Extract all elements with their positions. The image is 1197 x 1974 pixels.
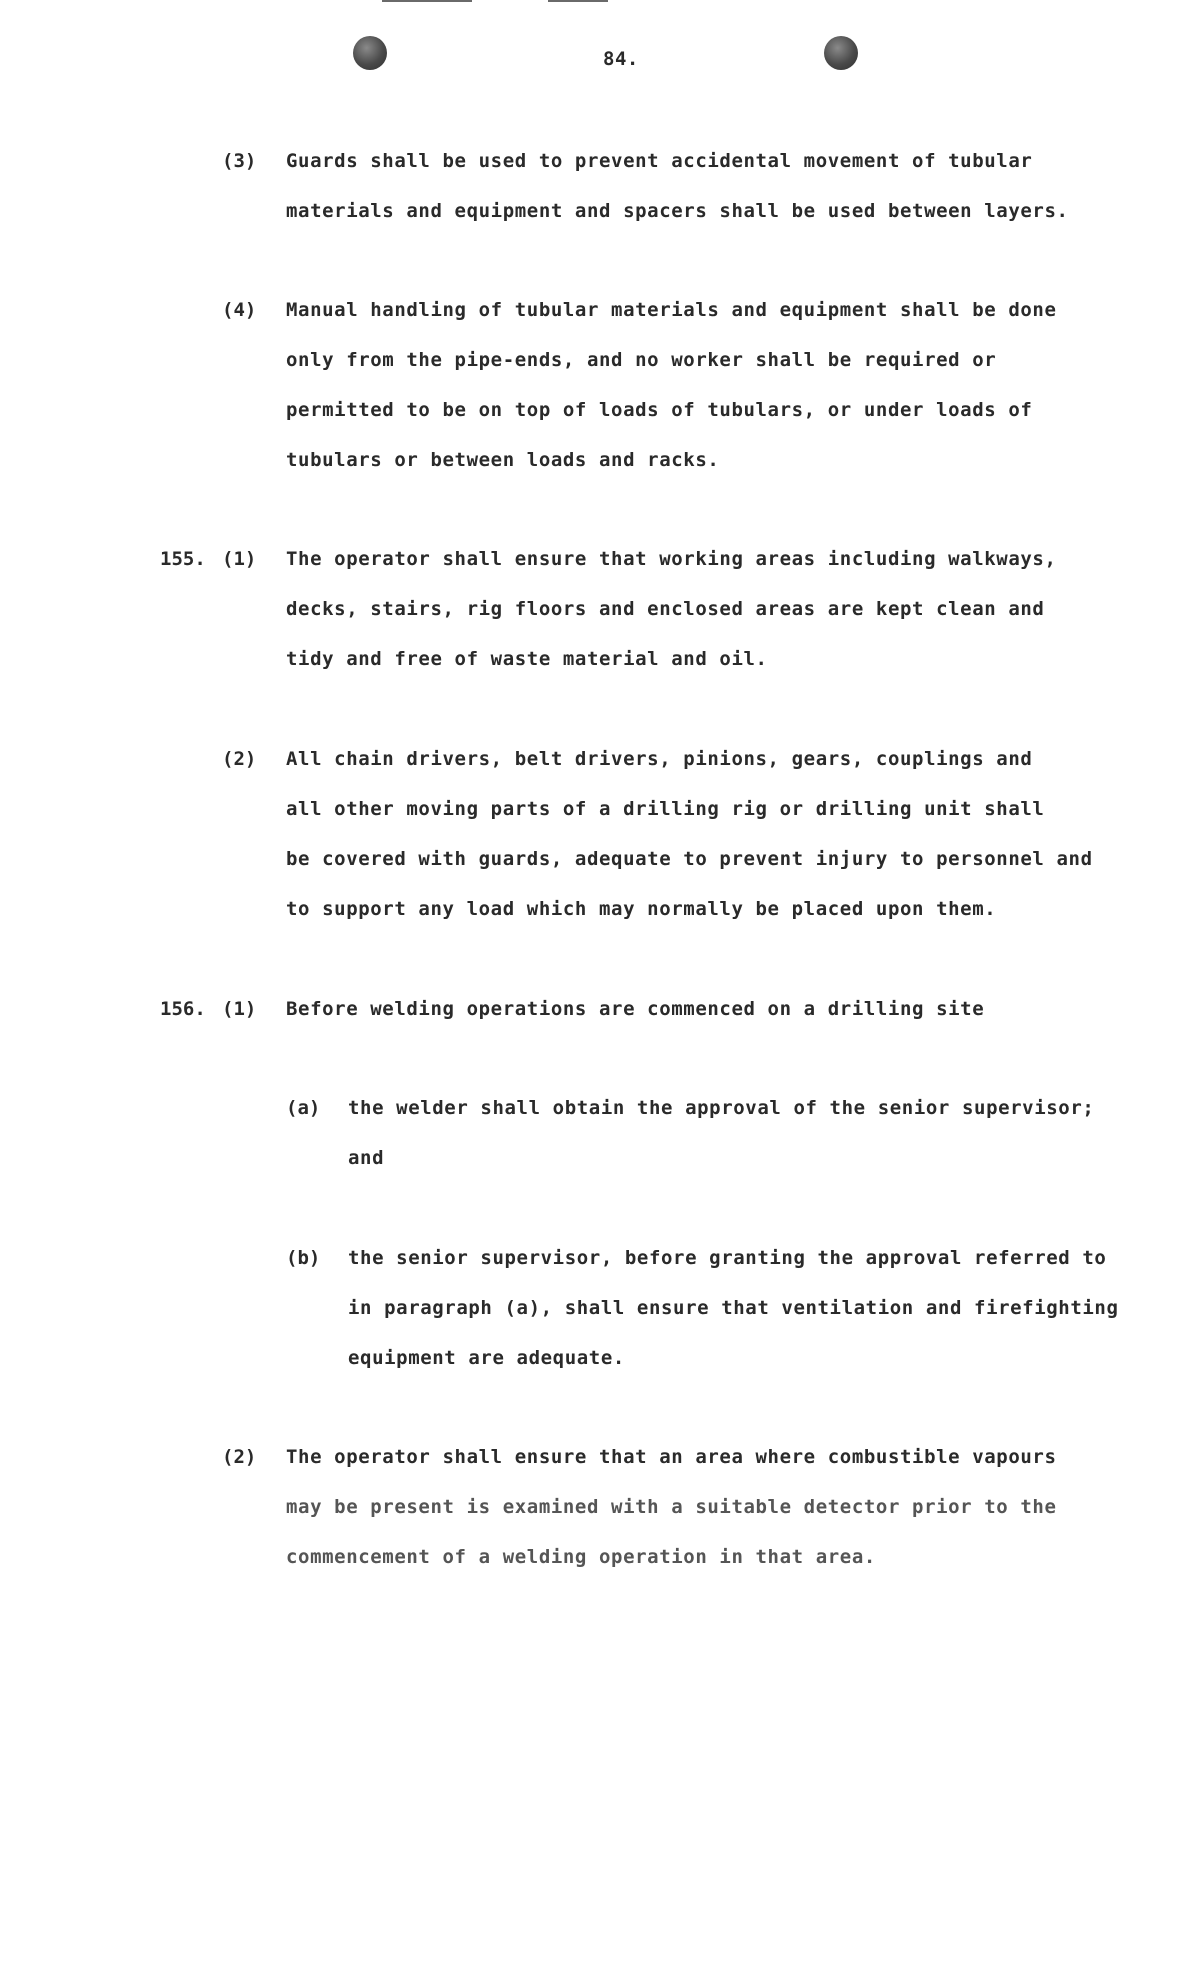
paragraph-line: may be present is examined with a suitable detector prior to the [286,1496,1057,1518]
paragraph-marker: (2) [222,1446,257,1468]
paragraph-line: equipment are adequate. [348,1347,625,1369]
punch-hole-right [824,36,858,70]
section-number: 155. [160,548,206,570]
paragraph-line: be covered with guards, adequate to prevent injury to personnel and [286,848,1093,870]
paragraph-line: The operator shall ensure that working areas including walkways, [286,548,1057,570]
paragraph-line: permitted to be on top of loads of tubulars, or under loads of [286,399,1033,421]
punch-hole-left [353,36,387,70]
paragraph-line: the welder shall obtain the approval of the senior supervisor; [348,1097,1095,1119]
paragraph-line: the senior supervisor, before granting the approval referred to [348,1247,1107,1269]
paragraph-line: to support any load which may normally be placed upon them. [286,898,997,920]
paragraph-marker: (3) [222,150,257,172]
paragraph-line: Manual handling of tubular materials and equipment shall be done [286,299,1057,321]
paragraph-marker: (4) [222,299,257,321]
paragraph-line: decks, stairs, rig floors and enclosed areas are kept clean and [286,598,1045,620]
paragraph-line: only from the pipe-ends, and no worker shall be required or [286,349,997,371]
paragraph-line: The operator shall ensure that an area where combustible vapours [286,1446,1057,1468]
top-edge-mark [382,0,472,2]
paragraph-line: Before welding operations are commenced on a drilling site [286,998,985,1020]
paragraph-marker: (1) [222,548,257,570]
paragraph-line: in paragraph (a), shall ensure that ventilation and firefighting [348,1297,1119,1319]
paragraph-line: materials and equipment and spacers shall be used between layers. [286,200,1069,222]
page-number: 84. [603,48,639,70]
top-edge-mark [548,0,608,2]
paragraph-marker: (1) [222,998,257,1020]
section-number: 156. [160,998,206,1020]
paragraph-line: tidy and free of waste material and oil. [286,648,768,670]
subparagraph-marker: (a) [286,1097,321,1119]
paragraph-line: and [348,1147,385,1169]
paragraph-line: Guards shall be used to prevent accidental movement of tubular [286,150,1033,172]
subparagraph-marker: (b) [286,1247,321,1269]
paragraph-marker: (2) [222,748,257,770]
paragraph-line: All chain drivers, belt drivers, pinions, gears, couplings and [286,748,1033,770]
paragraph-line: commencement of a welding operation in that area. [286,1546,876,1568]
paragraph-line: tubulars or between loads and racks. [286,449,720,471]
paragraph-line: all other moving parts of a drilling rig or drilling unit shall [286,798,1045,820]
